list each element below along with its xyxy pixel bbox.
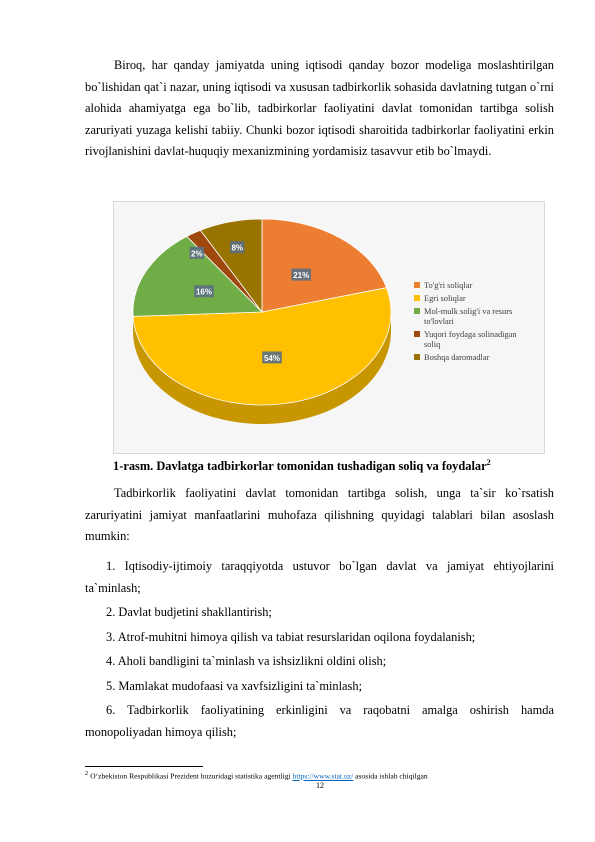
list-item-2: 2. Davlat budjetini shakllantirish; <box>106 605 272 619</box>
legend-swatch-yuqori-foydaga-solinadigan-soliq <box>414 331 420 337</box>
body-paragraph-intro: Biroq, har qanday jamiyatda uning iqtisodi qanday bozor modeliga moslashtirilgan bo`lishidan qat`i nazar, uning iqtisodi va xususan tadbirkorlik sohasida davlatning tutgan o`rni alohida ahamiyatga ega bo`lib, tadbirkorlar faoliyatini davlat tomonidan tartibga solish zaruriyati yuzaga kelishi tabiiy. Chunki bozor iqtisodi sharoitida tadbirkorlar faoliyatini erkin rivojlanishini davlat-huquqiy mexanizmining yordamisiz tasavvur etib bo`lmaydi. <box>85 58 554 159</box>
pie-chart-svg <box>114 202 544 453</box>
legend-label-to-g-ri-soliqlar: To'g'ri soliqlar <box>424 281 473 290</box>
list-item-1: 1. Iqtisodiy-ijtimoiy taraqqiyotda ustuvor bo`lgan davlat va jamiyat ehtiyojlarini ta`minlash; <box>85 559 554 595</box>
tax-pie-chart <box>113 201 545 454</box>
pie-label-boshqa-daromadlar: 8% <box>231 243 244 253</box>
legend-label-yuqori-foydaga-solinadigan-soliq: Yuqori foydaga solinadigan soliq <box>424 330 517 349</box>
caption-text: 1-rasm. Davlatga tadbirkorlar tomonidan tushadigan soliq va foydalar <box>113 459 487 474</box>
footnote <box>85 770 555 781</box>
pie-label-to-g-ri-soliqlar: 21% <box>293 271 310 281</box>
chart-legend <box>414 281 517 362</box>
caption-footnote-ref: 2 <box>486 458 491 467</box>
legend-swatch-egri-soliqlar <box>414 295 420 301</box>
pie-label-mol-mulk-solig-i-va-resurs-to-lovlari: 16% <box>195 287 212 297</box>
footnote-text: O‘zbekiston Respublikasi Prezident huzuridagi statistika agentligi <box>90 771 293 781</box>
legend-label-boshqa-daromadlar: Boshqa daromadlar <box>424 353 490 362</box>
list-item-4: 4. Aholi bandligini ta`minlash va ishsizlikni oldini olish; <box>106 654 387 668</box>
legend-label-mol-mulk-solig-i-va-resurs-to-lovlari: Mol-mulk solig'i va resurs to'lovlari <box>424 307 513 326</box>
footnote-divider <box>85 766 203 767</box>
legend-label-egri-soliqlar: Egri soliqlar <box>424 294 466 303</box>
body-paragraph-requirements: Tadbirkorlik faoliyatini davlat tomonidan tartibga solish, unga ta`sir ko`rsatish zaruriyatini jamiyat manfaatlarini muhofaza qilishning quyidagi talablari bilan asoslash mumkin: <box>85 486 554 544</box>
figure-caption <box>113 458 553 474</box>
footnote-text-end: asosida ishlab chiqilgan <box>353 771 428 781</box>
footnote-link[interactable]: https://www.stat.uz/ <box>292 771 354 781</box>
list-item-3: 3. Atrof-muhitni himoya qilish va tabiat resurslaridan oqilona foydalanish; <box>106 630 476 644</box>
pie-label-egri-soliqlar: 54% <box>263 353 280 363</box>
footnote-mark: 2 <box>85 770 89 777</box>
list-item-5: 5. Mamlakat mudofaasi va xavfsizligini ta`minlash; <box>106 679 363 693</box>
list-item-6: 6. Tadbirkorlik faoliyatining erkinligini va raqobatni amalga oshirish hamda monopoliyadan himoya qilish; <box>85 703 554 739</box>
page-number: 12 <box>316 781 324 790</box>
pie-top-layer <box>133 219 391 405</box>
legend-swatch-mol-mulk-solig-i-va-resurs-to-lovlari <box>414 308 420 314</box>
legend-swatch-boshqa-daromadlar <box>414 354 420 360</box>
pie-label-yuqori-foydaga-solinadigan-soliq: 2% <box>191 249 203 259</box>
legend-swatch-to-g-ri-soliqlar <box>414 282 420 288</box>
